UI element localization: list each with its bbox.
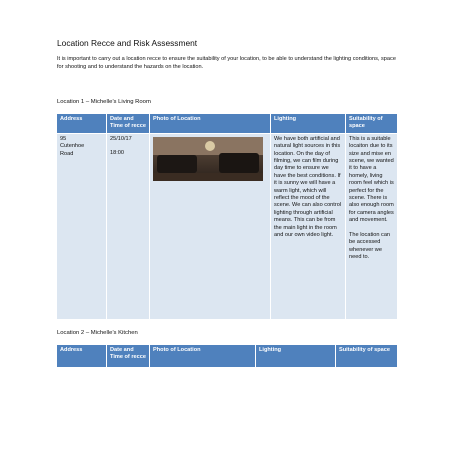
recce-date: 25/10/17 <box>110 135 132 142</box>
location-2-heading: Location 2 – Michelle’s Kitchen <box>57 330 138 336</box>
location-1-table <box>56 113 398 320</box>
table-header-row <box>57 345 398 368</box>
table-row <box>57 133 398 319</box>
header-photo: Photo of Location <box>150 345 256 368</box>
lighting-cell: We have both artificial and natural light sources in this location. On the day of filming, we can film during day time to ensure we have the best conditions. If it is sunny we will have a warm light, which will reflect the mood of the scene. We can also control lighting through artificial means. This can be from the main light in the room and our own video light. <box>271 133 346 319</box>
page-title: Location Recce and Risk Assessment <box>57 38 198 48</box>
recce-time: 18:00 <box>110 150 124 157</box>
address-line: Cutenhoe <box>60 143 85 150</box>
header-suitability: Suitability of space <box>336 345 398 368</box>
location-1-heading: Location 1 – Michelle’s Living Room <box>57 99 151 105</box>
header-address: Address <box>57 345 107 368</box>
living-room-photo <box>153 137 263 181</box>
address-line: Road <box>60 150 74 157</box>
address-line: 95 <box>60 135 67 142</box>
suitability-text: This is a suitable locaiton due to its size and mise en scene, we wanted it to have a homely, living room feel which is perfect for the scene. There is also enough room for camera angles and movement. <box>349 135 394 224</box>
address-cell <box>57 133 107 319</box>
intro-paragraph: It is important to carry out a location recce to ensure the suitability of your location, to be able to understand the lighting conditions, space for shooting and to understand the hazards on the location. <box>57 56 396 70</box>
header-suitability: Suitability of space <box>346 114 398 134</box>
header-date-time: Date and Time of recce <box>107 114 150 134</box>
date-time-cell <box>107 133 150 319</box>
suitability-access-text: The location can be accessed whenever we need to. <box>349 231 391 260</box>
table-header-row <box>57 114 398 134</box>
suitability-cell <box>346 133 398 319</box>
header-lighting: Lighting <box>271 114 346 134</box>
photo-cell <box>150 133 271 319</box>
location-2-table <box>56 344 398 368</box>
header-address: Address <box>57 114 107 134</box>
header-photo: Photo of Location <box>150 114 271 134</box>
header-date-time: Date and Time of recce <box>107 345 150 368</box>
header-lighting: Lighting <box>256 345 336 368</box>
